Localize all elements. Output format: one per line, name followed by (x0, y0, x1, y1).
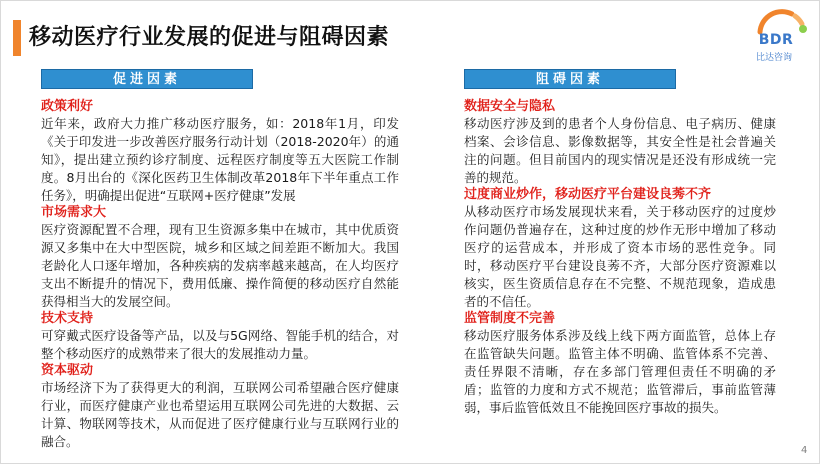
promoting-factors-column (41, 99, 399, 451)
hindering-factors-heading: 阻碍因素 (464, 69, 676, 89)
hindering-factors-column (464, 99, 776, 417)
promoting-factors-heading: 促进因素 (41, 69, 253, 89)
section-text-over-hype: 从移动医疗市场发展现状来看，关于移动医疗的过度炒作问题仍普遍存在，这种过度的炒作无形中增加了移动医疗的运营成本，并形成了资本市场的恶性竞争。同时，移动医疗平台建设良莠不齐，大部分医疗资源难以核实，医生资质信息存在不完整、不规范现象，造成患者的不信任。 (464, 204, 776, 309)
section-title-over-hype: 过度商业炒作，移动医疗平台建设良莠不齐 (464, 187, 712, 202)
section-title-data-security: 数据安全与隐私 (464, 99, 556, 114)
section-title-capital: 资本驱动 (41, 363, 94, 378)
section-text-market-demand: 医疗资源配置不合理，现有卫生资源多集中在城市，其中优质资源又多集中在大中型医院，城乡和区域之间差距不断加大。我国老龄化人口逐年增加，各种疾病的发病率越来越高，在人均医疗支出不断提升的情况下，费用低廉、操作简便的移动医疗自然能获得相当大的发展空间。 (41, 222, 399, 309)
section-title-policy: 政策利好 (41, 99, 94, 114)
title-accent-bar (13, 20, 21, 56)
logo-text: BDR (758, 32, 794, 48)
logo-subtitle: 比达咨询 (756, 53, 793, 63)
section-text-regulation: 移动医疗服务体系涉及线上线下两方面监管，总体上存在监管缺失问题。监管主体不明确、监管体系不完善、责任界限不清晰，存在多部门管理但责任不明确的矛盾；监管的力度和方式不规范；监管滞后，事前监管薄弱，事后监管低效且不能挽回医疗事故的损失。 (464, 328, 776, 415)
section-title-technology: 技术支持 (41, 311, 94, 326)
section-text-policy: 近年来，政府大力推广移动医疗服务，如：2018年1月，印发《关于印发进一步改善医疗服务行动计划（2018-2020年）的通知》，提出建立预约诊疗制度、远程医疗制度等五大医院工作制度。8月出台的《深化医药卫生体制改革2018年下半年重点工作任务》，明确提出促进“互联网+医疗健康”发展 (41, 116, 399, 203)
section-text-data-security: 移动医疗涉及到的患者个人身份信息、电子病历、健康档案、会诊信息、影像数据等，其安全性是社会普遍关注的问题。但目前国内的现实情况是还没有形成统一完善的规范。 (464, 116, 776, 185)
section-text-capital: 市场经济下为了获得更大的利润，互联网公司希望融合医疗健康行业，而医疗健康产业也希望运用互联网公司先进的大数据、云计算、物联网等技术，从而促进了医疗健康行业与互联网行业的融合。 (41, 380, 399, 449)
page-number: 4 (801, 445, 808, 456)
bdr-logo (752, 6, 814, 68)
section-text-technology: 可穿戴式医疗设备等产品，以及与5G网络、智能手机的结合，对整个移动医疗的成熟带来了很大的发展推动力量。 (41, 328, 399, 361)
section-title-regulation: 监管制度不完善 (464, 311, 556, 326)
section-title-market-demand: 市场需求大 (41, 205, 107, 220)
page-title: 移动医疗行业发展的促进与阻碍因素 (29, 25, 390, 50)
